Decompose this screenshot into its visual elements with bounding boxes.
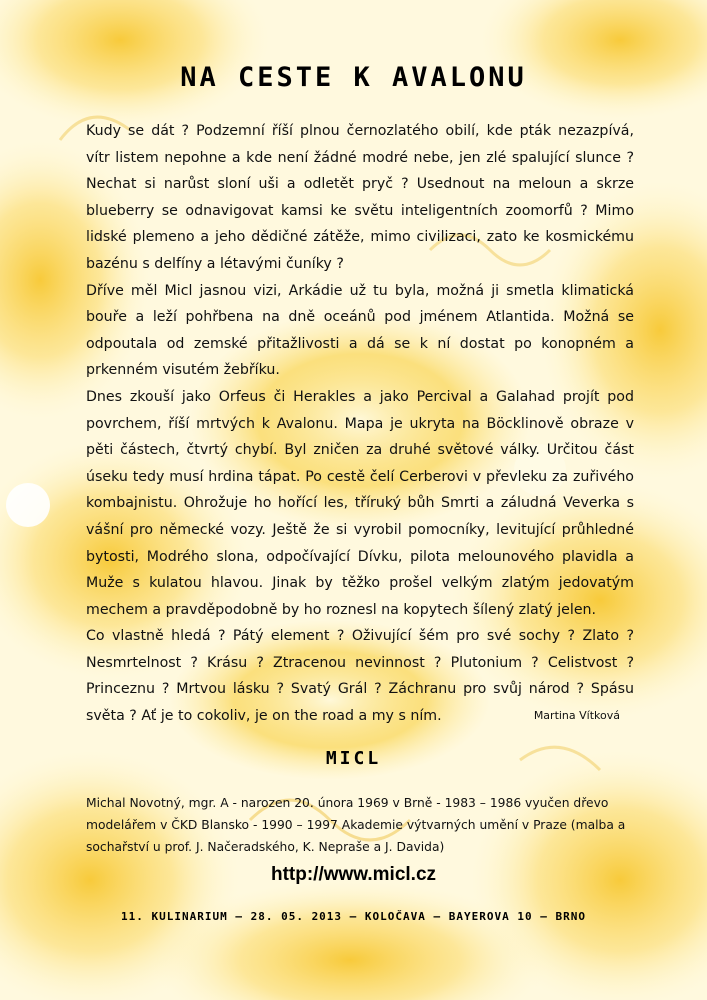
website-link[interactable]: http://www.micl.cz bbox=[270, 864, 437, 885]
paragraph-4-text: Co vlastně hledá ? Pátý element ? Oživující šém pro své sochy ? Zlato ? Nesmrtelnost ? Krásu ? Ztracenou nevinnost ? Plutonium ? Celistvost ? Princeznu ? Mrtvou lásku ? Svatý Grál ? Záchranu pro svůj národ ? Spásu světa ? Ať je to cokoliv, je on the road a my s ním. bbox=[86, 628, 634, 725]
paragraph-1: Kudy se dát ? Podzemní říší plnou černozlatého obilí, kde pták nezazpívá, vítr listem nepohne a kde není žádné modré nebe, jen zlé spalující slunce ? Nechat si narůst sloní uši a odletět pryč ? Usednout na meloun a skrze blueberry se odnavigovat kamsi ke světu inteligentních zoomorfů ? Mimo lidské plemeno a jeho dědičné zátěže, mimo civilizaci, zato ke kosmickému bazénu s delfíny a létavými čuníky ? bbox=[86, 123, 634, 272]
paragraph-2: Dříve měl Micl jasnou vizi, Arkádie už tu byla, možná ji smetla klimatická bouře a leží pohřbena na dně oceánů pod jménem Atlantida. Možná se odpoutala od zemské přitažlivosti a dá se k ní dostat po konopném a prkenném visutém žebříku. bbox=[86, 282, 634, 379]
artist-bio: Michal Novotný, mgr. A - narozen 20. února 1969 v Brně - 1983 – 1986 vyučen dřevo modelářem v ČKD Blansko - 1990 – 1997 Akademie výtvarných umění v Praze (malba a sochařství u prof. J. Načeradského, K. Nepraše a J. Davida) bbox=[86, 796, 626, 854]
artist-signature: MICL bbox=[325, 748, 382, 769]
article-body bbox=[86, 118, 634, 730]
page-title: NA CESTE K AVALONU bbox=[180, 62, 527, 93]
author-name: Martina Vítková bbox=[533, 709, 620, 723]
paragraph-4 bbox=[86, 623, 634, 729]
paragraph-3: Dnes zkouší jako Orfeus či Herakles a jako Percival a Galahad projít pod povrchem, říší mrtvých k Avalonu. Mapa je ukryta na Böcklinově obraze v pěti částech, čtvrtý chybí. Byl zničen za druhé světové války. Určitou část úseku tedy musí hrdina tápat. Po cestě čelí Cerberovi v převleku za zuřivého kombajnistu. Ohrožuje ho hořící les, tříruký bůh Smrti a záludná Veverka s vášní pro německé vozy. Ještě že si vyrobil pomocníky, levitující průhledné bytosti, Modrého slona, odpočívající Dívku, pilota melounového plavidla a Muže s kulatou hlavou. Jinak by těžko prošel velkým zlatým jedovatým mechem a pravděpodobně by ho roznesl na kopytech šílený zlatý jelen. bbox=[86, 388, 634, 618]
event-footer: 11. KULINARIUM – 28. 05. 2013 – KOLOČAVA – BAYEROVA 10 – BRNO bbox=[121, 910, 586, 923]
